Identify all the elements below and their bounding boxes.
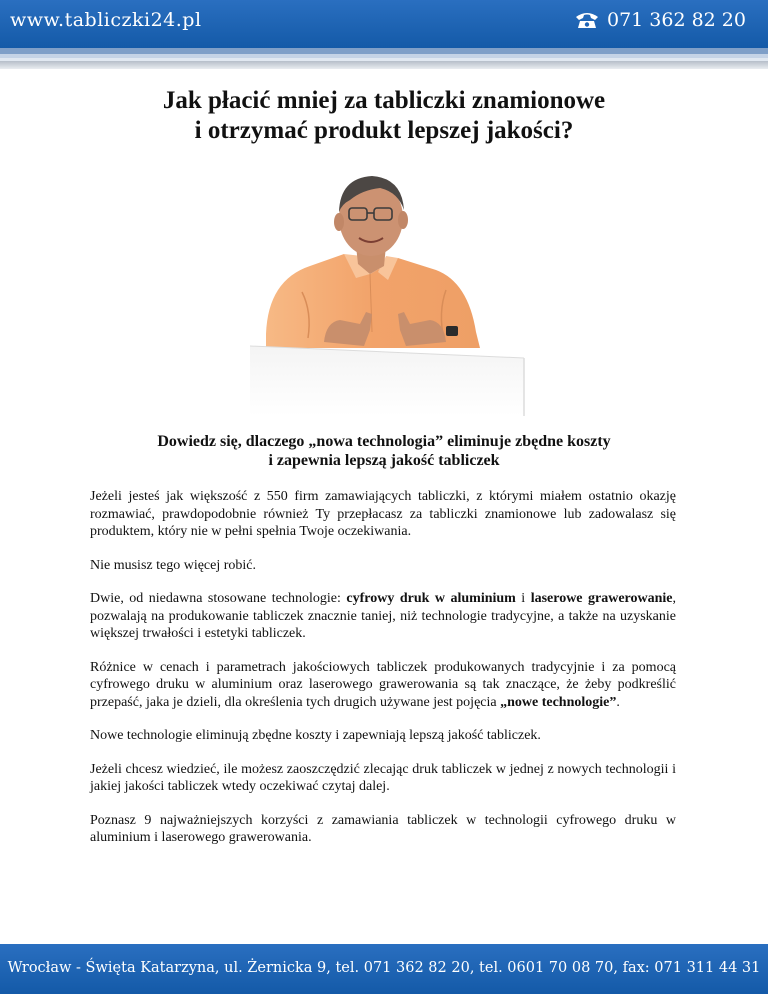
text-span: , pozwalają na produkowanie tabliczek znacznie taniej, niż technologie tradycyjne, a także na uzyskanie większej trwałości i estetyki tabliczek. [90, 591, 677, 641]
header-bar [0, 0, 768, 48]
paragraph-4 [90, 659, 676, 712]
bold-term-new-technologies: „nowe technologie” [500, 694, 617, 710]
title-line-2: i otrzymać produkt lepszej jakości? [194, 117, 574, 144]
subtitle-line-1: Dowiedz się, dlaczego „nowa technologia” eliminuje zbędne koszty [157, 433, 611, 450]
paragraph-7: Poznasz 9 najważniejszych korzyści z zamawiania tabliczek w technologii cyfrowego druku w aluminium i laserowego grawerowania. [90, 812, 676, 845]
text-span: Dwie, od niedawna stosowane technologie: [90, 591, 347, 606]
subtitle [0, 432, 768, 470]
text-span: . [616, 694, 620, 710]
phone-icon [575, 11, 599, 29]
text-span: i [515, 591, 531, 606]
title-line-1: Jak płacić mniej za tabliczki znamionowe [162, 87, 606, 114]
subtitle-line-2: i zapewnia lepszą jakość tabliczek [268, 452, 500, 469]
paragraph-1: Jeżeli jesteś jak większość z 550 firm zamawiających tabliczki, z którymi miałem ostatnio okazję rozmawiać, prawdopodobnie również Ty przepłacasz za tabliczki znamionowe lub zadowalasz się produktem, który nie w pełni spełnia Twoje oczekiwania. [90, 489, 676, 539]
paragraph-2: Nie musisz tego więcej robić. [90, 557, 257, 573]
body-text [90, 488, 676, 863]
paragraph-3 [90, 590, 676, 643]
header-phone [575, 9, 746, 31]
man-photo [232, 162, 536, 416]
phone-number: 071 362 82 20 [606, 9, 746, 31]
footer-address: Wrocław - Święta Katarzyna, ul. Żernicka 9, tel. 071 362 82 20, tel. 0601 70 08 70, fax: 071 311 44 31 [7, 960, 761, 976]
site-url[interactable]: www.tabliczki24.pl [10, 9, 202, 31]
paragraph-5: Nowe technologie eliminują zbędne koszty i zapewniają lepszą jakość tabliczek. [90, 728, 541, 743]
page-title [0, 86, 768, 146]
footer-bar [0, 944, 768, 994]
paragraph-6: Jeżeli chcesz wiedzieć, ile możesz zaoszczędzić zlecając druk tabliczek w jednej z nowych technologii i jakiej jakości tabliczek wtedy oczekiwać czytaj dalej. [90, 761, 676, 794]
bold-term-digital-print: cyfrowy druk w aluminium [346, 591, 516, 606]
bold-term-laser-engraving: laserowe grawerowanie [530, 591, 673, 606]
header-shadow [0, 61, 768, 69]
text-span: Różnice w cenach i parametrach jakościowych tabliczek produkowanych tradycyjnie i za pomocą cyfrowego druku w aluminium oraz laserowego grawerowania są tak znaczące, że żeby podkreślić przepaść, jaka je dzieli, dla określenia tych drugich używane jest pojęcia [90, 659, 676, 710]
